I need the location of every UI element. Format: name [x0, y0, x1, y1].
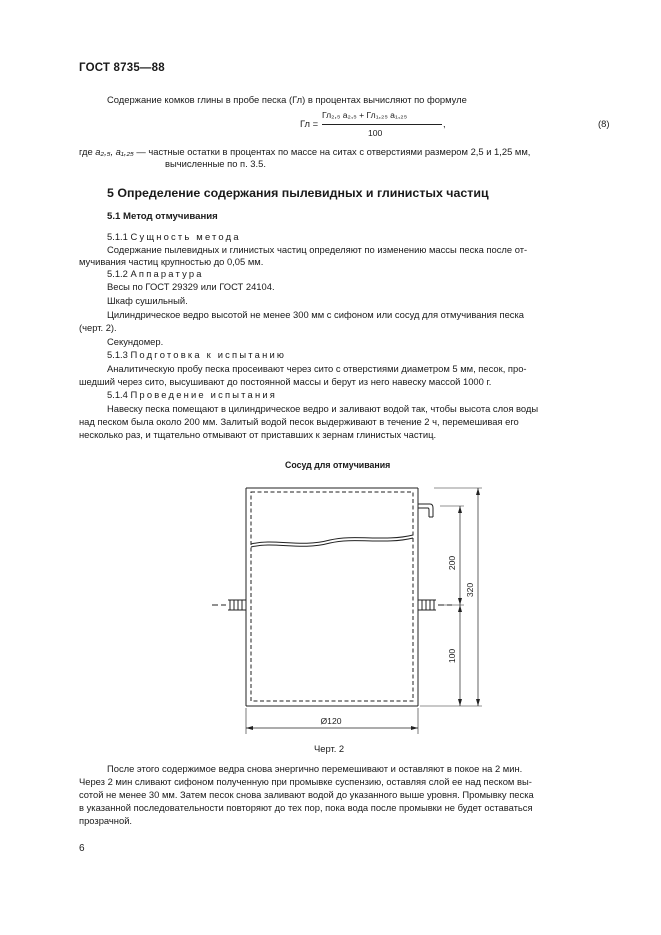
section-heading: 5 Определение содержания пылевидных и глинистых частиц — [107, 186, 489, 200]
page-number: 6 — [79, 843, 85, 854]
figure-label: Черт. 2 — [314, 743, 345, 754]
after-figure-line-3: сотой не менее 30 мм. Затем песок снова заливают водой до указанного выше уровня. Промывку песка — [79, 789, 534, 800]
clause-number: 5.1.1 — [107, 231, 128, 242]
figure-title: Сосуд для отмучивания — [285, 460, 391, 470]
left-nozzle — [228, 600, 246, 610]
equipment-item-oven: Шкаф сушильный. — [107, 295, 188, 306]
siphon-spout — [418, 504, 433, 517]
clause-number: 5.1.4 — [107, 389, 128, 400]
equipment-item-stopwatch: Секундомер. — [107, 336, 164, 347]
where-text: — частные остатки в процентах по массе на ситах с отверстиями размером 2,5 и 1,25 мм, — [136, 146, 531, 157]
formula-denominator: 100 — [368, 128, 383, 138]
equipment-item-bucket-line-1: Цилиндрическое ведро высотой не менее 300 мм с сифоном или сосуд для отмучивания песка — [107, 309, 525, 320]
after-figure-line-1: После этого содержимое ведра снова энергично перемешивают и оставляют в покое на 2 мин. — [107, 763, 523, 774]
clause-label: Проведение испытания — [130, 389, 278, 400]
dimension-200-label: 200 — [447, 555, 457, 571]
dimension-100-label: 100 — [447, 648, 457, 664]
intro-text: Содержание комков глины в пробе песка (Гл) в процентах вычисляют по формуле — [107, 94, 467, 105]
clause-5-1-4-line-2: над песком была около 200 мм. Залитый водой песок выдерживают в течение 2 ч, перемешивая его — [79, 416, 519, 427]
clause-5-1-4-line-1: Навеску песка помещают в цилиндрическое ведро и заливают водой так, чтобы высота слоя воды — [107, 403, 539, 414]
formula-lhs: Гл = — [300, 118, 319, 129]
clause-5-1-4-line-3: несколько раз, и тщательно отмывают от приставших к зернам глинистых частиц. — [79, 429, 437, 440]
dimension-320-label: 320 — [465, 582, 475, 598]
clause-label: Сущность метода — [130, 231, 241, 242]
where-lead: где — [79, 146, 93, 157]
where-symbols: a₂,₅, a₁,₂₅ — [95, 146, 134, 157]
clause-5-1-3-line-1: Аналитическую пробу песка просеивают через сито с отверстиями диаметром 5 мм, песок, про- — [107, 363, 527, 374]
formula-number: (8) — [598, 118, 610, 129]
right-nozzle — [418, 600, 436, 610]
subsection-heading: 5.1 Метод отмучивания — [107, 211, 218, 222]
after-figure-line-2: Через 2 мин сливают сифоном полученную при промывке суспензию, оставляя слой ее над песком вы- — [79, 776, 532, 787]
after-figure-line-4: в указанной последовательности повторяют до тех пор, пока вода после промывки не будет оставаться — [79, 802, 533, 813]
clause-5-1-1-line-1: Содержание пылевидных и глинистых частиц определяют по изменению массы песка после от- — [107, 244, 528, 255]
document-code: ГОСТ 8735—88 — [79, 62, 165, 74]
clause-number: 5.1.2 — [107, 268, 128, 279]
clause-5-1-1-line-2: мучивания частиц крупностью до 0,05 мм. — [79, 256, 264, 267]
clause-5-1-3-line-2: шедший через сито, высушивают до постоянной массы и берут из него навеску массой 1000 г. — [79, 376, 492, 387]
clause-number: 5.1.3 — [107, 349, 128, 360]
equipment-item-bucket-line-2: (черт. 2). — [79, 322, 117, 333]
formula-numerator: Гл₂,₅ a₂,₅ + Гл₁,₂₅ a₁,₂₅ — [322, 110, 408, 120]
formula-tail: , — [443, 118, 446, 129]
dimension-diameter-label: Ø120 — [320, 716, 342, 726]
where-line-2: вычисленные по п. 3.5. — [165, 158, 266, 169]
clause-label: Подготовка к испытанию — [130, 349, 287, 360]
after-figure-line-5: прозрачной. — [79, 815, 133, 826]
clause-label: Аппаратура — [130, 268, 204, 279]
equipment-item-scales: Весы по ГОСТ 29329 или ГОСТ 24104. — [107, 281, 275, 292]
vessel-inner-lining — [251, 492, 413, 701]
